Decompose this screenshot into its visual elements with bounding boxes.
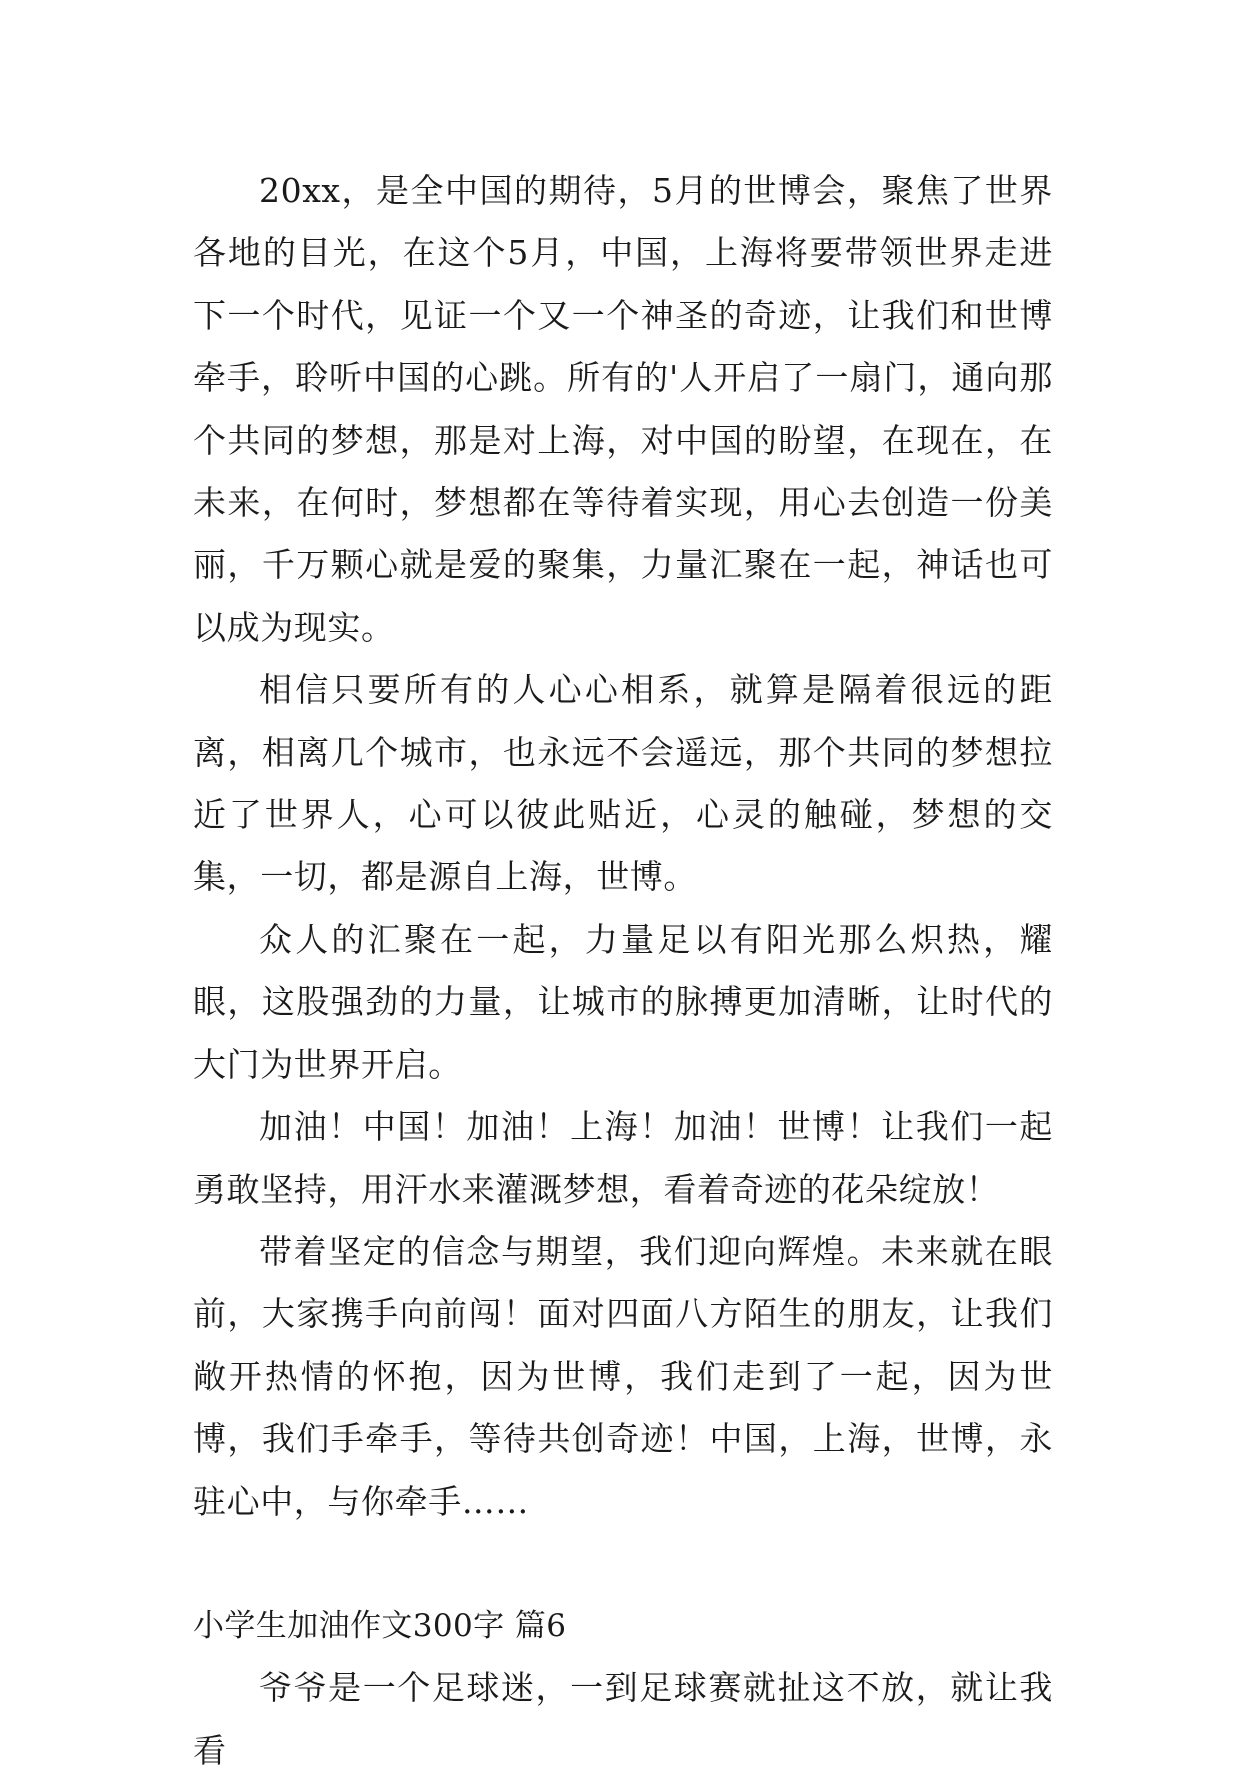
paragraph: 众人的汇聚在一起，力量足以有阳光那么炽热，耀眼，这股强劲的力量，让城市的脉搏更加清晰，让时代的大门为世界开启。 [193,919,1053,1084]
paragraph: 带着坚定的信念与期望，我们迎向辉煌。未来就在眼前，大家携手向前闯！面对四面八方陌生的朋友，让我们敞开热情的怀抱，因为世博，我们走到了一起，因为世博，我们手牵手，等待共创奇迹！中国，上海，世博，永驻心中，与你牵手…… [193,1231,1053,1521]
paragraph: 加油！中国！加油！上海！加油！世博！让我们一起勇敢坚持，用汗水来灌溉梦想，看着奇迹的花朵绽放！ [193,1107,1053,1209]
section-title: 小学生加油作文300字 篇6 [193,1607,567,1644]
paragraph: 20xx，是全中国的期待，5月的世博会，聚焦了世界各地的目光，在这个5月，中国，上海将要带领世界走进下一个时代，见证一个又一个神圣的奇迹，让我们和世博牵手，聆听中国的心跳。所有的'人开启了一扇门，通向那个共同的梦想，那是对上海，对中国的盼望，在现在，在未来，在何时，梦想都在等待着实现，用心去创造一份美丽，千万颗心就是爱的聚集，力量汇聚在一起，神话也可以成为现实。 [193,171,1053,647]
document-body [193,160,1053,1782]
paragraph: 爷爷是一个足球迷，一到足球赛就扯这不放，就让我看 [193,1668,1053,1770]
section-spacer [193,1533,1053,1595]
paragraph: 相信只要所有的人心心相系，就算是隔着很远的距离，相离几个城市，也永远不会遥远，那个共同的梦想拉近了世界人，心可以彼此贴近，心灵的触碰，梦想的交集，一切，都是源自上海，世博。 [193,670,1053,897]
